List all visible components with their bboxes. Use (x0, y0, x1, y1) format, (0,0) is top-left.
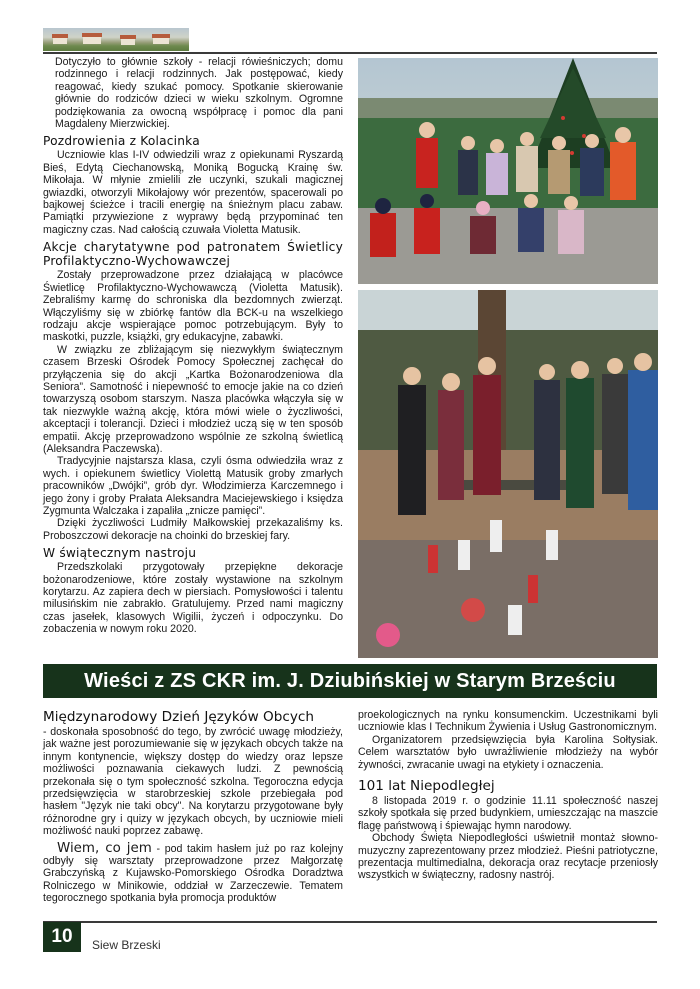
bottom-right-column (358, 709, 658, 882)
paragraph: 8 listopada 2019 r. o godzinie 11.11 społeczność naszej szkoły spotkała się przed budynkiem, umieszczając na maszcie flagę państwową i śpiewając hymn narodowy. (358, 795, 658, 832)
school-news-banner (43, 664, 657, 698)
paragraph: Przedszkolaki przygotowały przepiękne dekoracje bożonarodzeniowe, które zostały wystawione na szkolnym korytarzu. Az zapiera dech w piersiach. Pomysłowości i talentu milusińskim nie zabrakło. Gratulujemy. Przed nami magiczny czas jasełek, klasowych Wigilii, życzeń i odpoczynku. Do zobaczenia w nowym roku 2020. (43, 561, 343, 636)
paragraph: - doskonała sposobność do tego, by zwrócić uwagę młodzieży, jak ważne jest porozumiewanie się w językach obcych także na innym kontynencie, większy dostęp do wiedzy oraz lepsze możliwości poznawania ciekawych ludzi. Z pewnością przekonała się o tym społeczność szkolna. Tegoroczna edycja przedsięwzięcia w starobrzeskiej szkole przebiegała pod hasłem "Język nie taki obcy". Na korytarzu przygotowane były różnorodne gry i quizy w językach obcych, by uczniowie mieli możliwość nauki poprzez zabawę. (43, 726, 343, 838)
header-village-photo (43, 28, 189, 51)
paragraph: proekologicznych na rynku konsumenckim. Uczestnikami byli uczniowie klas I Technikum Żywienia i Usług Gastronomicznym. (358, 709, 658, 734)
students-christmas-tree-photo (358, 58, 658, 284)
paragraph: Dzięki życzliwości Ludmiły Małkowskiej przekazaliśmy ks. Proboszczowi dekoracje na choinki do brzeskiej fary. (43, 517, 343, 542)
students-cemetery-photo (358, 290, 658, 658)
paragraph (43, 840, 343, 905)
paragraph: Zostały przeprowadzone przez działającą w placówce Świetlicę Profilaktyczno-Wychowawczą (Violetta Matusik). Zebraliśmy karmę do schroniska dla bezdomnych zwierząt. Włączyliśmy się w zbiórkę fantów dla BCK-u na wszelkiego rodzaju akcje wspierające pomoc potrzebującym. Były to maskotki, puzzle, książki, gry edukacyjne, zabawki. (43, 269, 343, 344)
page-number: 10 (43, 922, 81, 952)
banner-title: Wieści z ZS CKR im. J. Dziubińskiej w Starym Brześciu (84, 669, 616, 692)
paragraph: Tradycyjnie najstarsza klasa, czyli ósma odwiedziła wraz z wych. i opiekunem świetlicy Violettą Matusik groby zmarłych pracowników „Dwójki”, grób dyr. Włodzimierza Karczemnego i jego żony i groby Prałata Aleksandra Maciejewskiego i księdza Zygmunta Walczaka i zapaliła „znicze pamięci”. (43, 455, 343, 517)
bottom-left-column (43, 709, 343, 905)
section-title-languages-day: Międzynarodowy Dzień Języków Obcych (43, 709, 314, 725)
intro-paragraph: Dotyczyło to głównie szkoły - relacji rówieśniczych; domu rodzinnego i relacji rodzinnych. Jak postępować, kiedy reagować, kiedy szukać pomocy. Spotkanie skierowanie głównie do rodziców dzieci w wieku szkolnym. Ogromne podziękowania za owocną współpracę i pomoc dla pani Magdaleny Mierzwickiej. (55, 56, 343, 131)
footer-rule (43, 921, 657, 923)
paragraph: Organizatorem przedsięwzięcia była Karolina Sołtysiak. Celem warsztatów było uwrażliwienie młodzieży na wybór żywności, zwracanie uwagi na etykiety i oznaczenia. (358, 733, 658, 771)
header-rule (43, 52, 657, 54)
section-title-kolacinek: Pozdrowienia z Kolacinka (43, 134, 200, 149)
section-title-independence: 101 lat Niepodległej (358, 778, 495, 795)
paragraph: Uczniowie klas I-IV odwiedzili wraz z opiekunami Ryszardą Bieś, Edytą Ciechanowską, Moniką Bogucką Krainę św. Mikołaja. W młynie zmielili złe uczynki, szukali magicznej gwiazdki, otworzyli Mikołajowy wór prezentów, spacerowali po bajkowej ścieżce i tracili energię na śnieżnym placu zabaw. Pamiątki przywiezione z wyprawy będą przypominać ten magiczny czas. Nad całością czuwała Violetta Matusik. (43, 149, 343, 236)
section-title-charity: Akcje charytatywne pod patronatem Świetlicy Profilaktyczno-Wychowawczej (43, 240, 343, 269)
left-article-column (43, 56, 343, 636)
section-title-christmas-mood: W świątecznym nastroju (43, 546, 197, 561)
paragraph: W związku ze zbliżającym się niezwykłym świątecznym czasem Brzeski Ośrodek Pomocy Społecznej zachęcał do przyłączenia się do akcji „Kartka Bożonarodzeniowa dla Seniora”. Samotność i niepewność to emocje jakie na co dzień towarzyszą osobom starszym. Nasza placówka włączyła się w tak niezwykle ważną akcję, która mówi wiele o życzliwości, akceptacji i tolerancji. Dzieci i młodzież uczą się w ten sposób empatii. Akcję przeprowadzono wspólnie ze szkolną świetlicą (Aleksandra Paczewska). (43, 343, 343, 455)
paragraph-text: - pod takim hasłem już po raz kolejny odbyły się warsztaty przeprowadzone przez Małgorzatę Grabczyńską z Kujawsko-Pomorskiego Ośrodka Doradztwa Rolniczego w Minikowie, oddział w Zarzeczewie. Tematem tegorocznego spotkania była promocja produktów (43, 842, 343, 905)
publication-name: Siew Brzeski (92, 938, 161, 952)
lead-in-phrase: Wiem, co jem (57, 840, 152, 856)
paragraph: Obchody Święta Niepodległości uświetnił montaż słowno-muzyczny zaprezentowany przez młodzież. Pieśni patriotyczne, prezentacja multimedialna, dekoracja oraz recytacje przeniosły wszystkich w świąteczny, radosny nastrój. (358, 832, 658, 882)
